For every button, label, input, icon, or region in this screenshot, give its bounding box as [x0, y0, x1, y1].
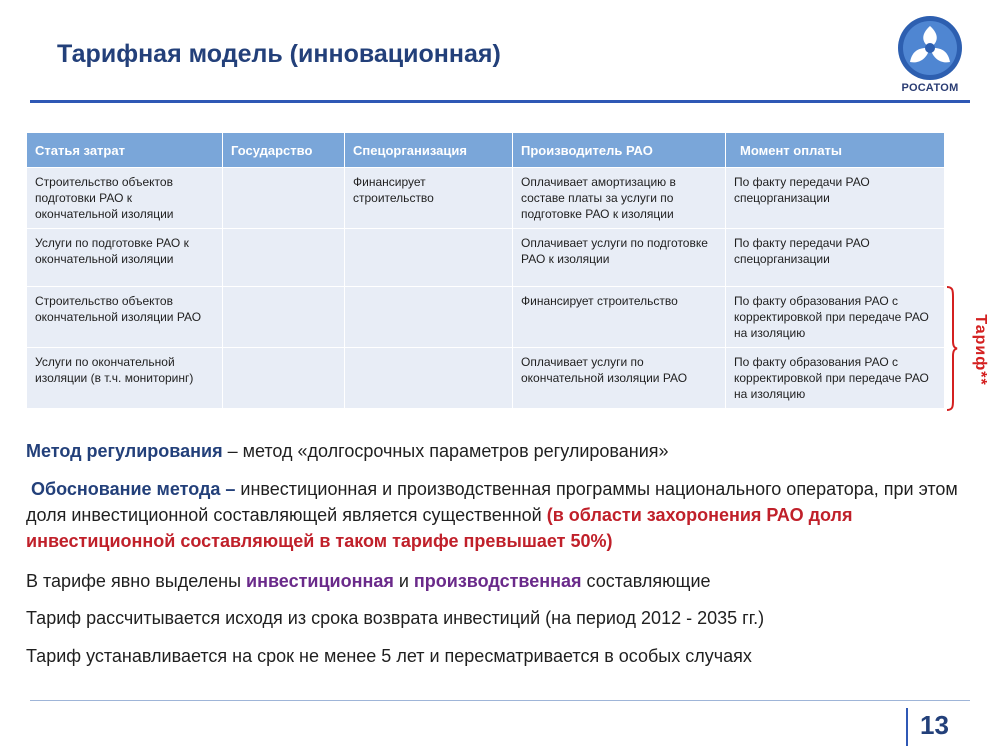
table-row [27, 229, 945, 287]
cost-allocation-table [26, 132, 945, 409]
cell-state [223, 287, 345, 348]
slide-title: Тарифная модель (инновационная) [57, 40, 501, 68]
cell-specorg [345, 348, 513, 409]
method-justification-label: Обоснование метода – [31, 479, 236, 499]
cell-cost-item: Услуги по окончательной изоляции (в т.ч. мониторинг) [27, 348, 223, 409]
method-justification-highlight: (в области захоронения РАО доля инвестиционной составляющей в таком тарифе превышает 50%) [26, 505, 853, 551]
cell-producer: Финансирует строительство [513, 287, 726, 348]
tariff-components-text-a: В тарифе явно выделены [26, 571, 247, 591]
method-justification-paragraph [26, 476, 971, 554]
investment-component: инвестиционная [246, 571, 394, 591]
table-row [27, 348, 945, 409]
col-header-producer: Производитель РАО [513, 133, 726, 168]
cell-state [223, 348, 345, 409]
cell-specorg [345, 229, 513, 287]
cell-cost-item: Строительство объектов окончательной изоляции РАО [27, 287, 223, 348]
cell-specorg [345, 287, 513, 348]
tariff-components-text-e: составляющие [581, 571, 711, 591]
cell-producer: Оплачивает амортизацию в составе платы за услуги по подготовке РАО к изоляции [513, 168, 726, 229]
table-header-row [27, 133, 945, 168]
tariff-calculation-paragraph: Тариф рассчитывается исходя из срока возврата инвестиций (на период 2012 - 2035 гг.) [26, 608, 765, 628]
cell-cost-item: Услуги по подготовке РАО к окончательной изоляции [27, 229, 223, 287]
tariff-side-text: Тариф** [971, 314, 989, 386]
col-header-payment: Момент оплаты [726, 133, 945, 168]
cell-payment: По факту передачи РАО спецорганизации [726, 229, 945, 287]
cell-state [223, 229, 345, 287]
cell-producer: Оплачивает услуги по окончательной изоляции РАО [513, 348, 726, 409]
cell-state [223, 168, 345, 229]
col-header-state: Государство [223, 133, 345, 168]
regulation-method-paragraph [26, 438, 971, 464]
title-underline [30, 100, 970, 103]
cell-payment: По факту образования РАО с корректировкой при передаче РАО на изоляцию [726, 287, 945, 348]
cell-specorg: Финансирует строительство [345, 168, 513, 229]
cell-payment: По факту образования РАО с корректировкой при передаче РАО на изоляцию [726, 348, 945, 409]
regulation-method-label: Метод регулирования [26, 441, 223, 461]
tariff-term-paragraph: Тариф устанавливается на срок не менее 5 лет и пересматривается в особых случаях [26, 646, 752, 666]
cell-cost-item: Строительство объектов подготовки РАО к окончательной изоляции [27, 168, 223, 229]
tariff-bracket [946, 285, 958, 412]
tariff-side-label [962, 300, 998, 400]
regulation-method-text: – метод «долгосрочных параметров регулирования» [222, 441, 669, 461]
footer-rule [30, 700, 970, 701]
cell-payment: По факту передачи РАО спецорганизации [726, 168, 945, 229]
page-number-divider [906, 708, 908, 746]
page-number: 13 [920, 710, 949, 740]
table-row [27, 168, 945, 229]
tariff-components-paragraph [26, 568, 971, 594]
col-header-cost-item: Статья затрат [27, 133, 223, 168]
cell-producer: Оплачивает услуги по подготовке РАО к изоляции [513, 229, 726, 287]
tariff-components-text-c: и [393, 571, 414, 591]
col-header-specorg: Спецорганизация [345, 133, 513, 168]
logo-wordmark: РОСАТОМ [901, 82, 959, 94]
method-justification-text: инвестиционная и производственная программы национального оператора, при этом доля инвестиционной составляющей является существенной [26, 479, 958, 525]
production-component: производственная [413, 571, 582, 591]
table-row [27, 287, 945, 348]
